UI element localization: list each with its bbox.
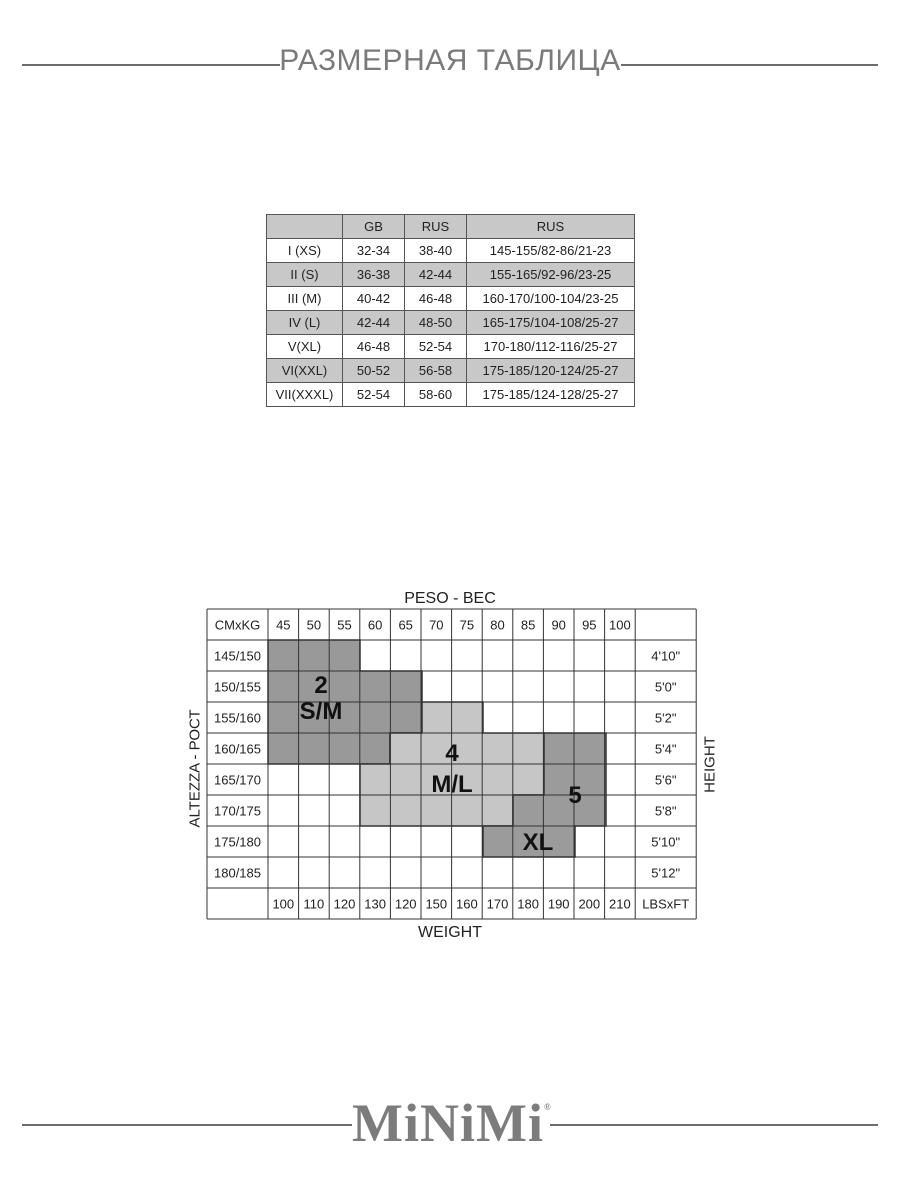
table-cell: 36-38 (343, 263, 405, 287)
table-cell: 32-34 (343, 239, 405, 263)
table-cell: 175-185/120-124/25-27 (467, 359, 635, 383)
kg-tick-label: 95 (582, 617, 597, 633)
cm-tick-label: 150/155 (214, 679, 261, 695)
footer-rule-right (550, 1124, 878, 1126)
kg-tick-label: 70 (429, 617, 444, 633)
zone-sm-name: S/M (299, 698, 343, 725)
ft-tick-label: 5'6" (654, 772, 677, 788)
cm-tick-label: 175/180 (214, 834, 261, 850)
lbs-tick-label: 200 (578, 896, 601, 912)
lbs-tick-label: 120 (333, 896, 356, 912)
zone-ml-number: 4 (445, 740, 459, 767)
zone-sm-number: 2 (314, 672, 328, 699)
corner-label-top: CMxKG (214, 617, 261, 633)
ft-tick-label: 5'12" (651, 865, 681, 881)
lbs-tick-label: 190 (547, 896, 570, 912)
weight-axis-title-bottom: WEIGHT (418, 924, 482, 941)
lbs-tick-label: 180 (517, 896, 539, 912)
table-cell: I (XS) (267, 239, 343, 263)
ft-tick-label: 5'4" (654, 741, 677, 757)
table-cell: 58-60 (405, 383, 467, 407)
zone-xl-name: XL (522, 829, 554, 856)
cm-tick-label: 165/170 (214, 772, 261, 788)
table-cell: 175-185/124-128/25-27 (467, 383, 635, 407)
lbs-tick-label: 170 (486, 896, 509, 912)
table-cell: 46-48 (343, 335, 405, 359)
brand-logo (352, 1092, 550, 1154)
table-cell: 52-54 (405, 335, 467, 359)
ft-tick-label: 5'10" (651, 834, 681, 850)
kg-tick-label: 90 (551, 617, 566, 633)
table-cell: 40-42 (343, 287, 405, 311)
header-cell: GB (343, 215, 405, 239)
table-cell: 50-52 (343, 359, 405, 383)
table-cell: 56-58 (405, 359, 467, 383)
ft-tick-label: 4'10" (651, 648, 681, 664)
kg-tick-label: 60 (367, 617, 383, 633)
table-cell: 46-48 (405, 287, 467, 311)
table-cell: 155-165/92-96/23-25 (467, 263, 635, 287)
brand-logo-text: MiNiMi (352, 1093, 544, 1153)
footer-rule-left (22, 1124, 352, 1126)
table-cell: V(XL) (267, 335, 343, 359)
table-cell: II (S) (267, 263, 343, 287)
table-cell: 48-50 (405, 311, 467, 335)
table-cell: 160-170/100-104/23-25 (467, 287, 635, 311)
height-axis-title-left: ALTEZZA - РОСТ (186, 709, 204, 828)
table-cell: 42-44 (405, 263, 467, 287)
table-cell: 170-180/112-116/25-27 (467, 335, 635, 359)
table-cell: 52-54 (343, 383, 405, 407)
page-title: РАЗМЕРНАЯ ТАБЛИЦА (279, 44, 621, 77)
header-cell: RUS (405, 215, 467, 239)
cm-tick-label: 160/165 (214, 741, 261, 757)
corner-label-bottom: LBSxFT (642, 896, 690, 912)
header-cell: RUS (467, 215, 635, 239)
zone-ml-name: M/L (431, 771, 473, 798)
kg-tick-label: 85 (520, 617, 536, 633)
table-cell: 42-44 (343, 311, 405, 335)
table-cell: 145-155/82-86/21-23 (467, 239, 635, 263)
table-cell: IV (L) (267, 311, 343, 335)
zone-xl-number: 5 (568, 782, 582, 809)
table-cell: 38-40 (405, 239, 467, 263)
ft-tick-label: 5'0" (654, 679, 677, 695)
cm-tick-label: 145/150 (214, 648, 261, 664)
registered-mark: ® (543, 1102, 552, 1112)
kg-tick-label: 100 (609, 617, 631, 633)
lbs-tick-label: 100 (272, 896, 295, 912)
table-cell: VI(XXL) (267, 359, 343, 383)
kg-tick-label: 75 (459, 617, 475, 633)
cm-tick-label: 155/160 (214, 710, 261, 726)
weight-axis-title-top: PESO - ВЕС (404, 590, 496, 607)
lbs-tick-label: 210 (609, 896, 631, 912)
kg-tick-label: 80 (490, 617, 505, 633)
ft-tick-label: 5'8" (654, 803, 677, 819)
cm-tick-label: 180/185 (214, 865, 261, 881)
table-cell: III (M) (267, 287, 343, 311)
ft-tick-label: 5'2" (654, 710, 677, 726)
table-cell: 165-175/104-108/25-27 (467, 311, 635, 335)
lbs-tick-label: 110 (303, 896, 325, 912)
cm-tick-label: 170/175 (214, 803, 261, 819)
kg-tick-label: 50 (306, 617, 322, 633)
lbs-tick-label: 150 (425, 896, 448, 912)
table-cell: VII(XXXL) (267, 383, 343, 407)
kg-tick-label: 65 (398, 617, 413, 633)
lbs-tick-label: 120 (394, 896, 417, 912)
lbs-tick-label: 130 (364, 896, 386, 912)
kg-tick-label: 55 (337, 617, 352, 633)
height-axis-title-right: HEIGHT (701, 736, 719, 793)
lbs-tick-label: 160 (456, 896, 478, 912)
kg-tick-label: 45 (276, 617, 291, 633)
